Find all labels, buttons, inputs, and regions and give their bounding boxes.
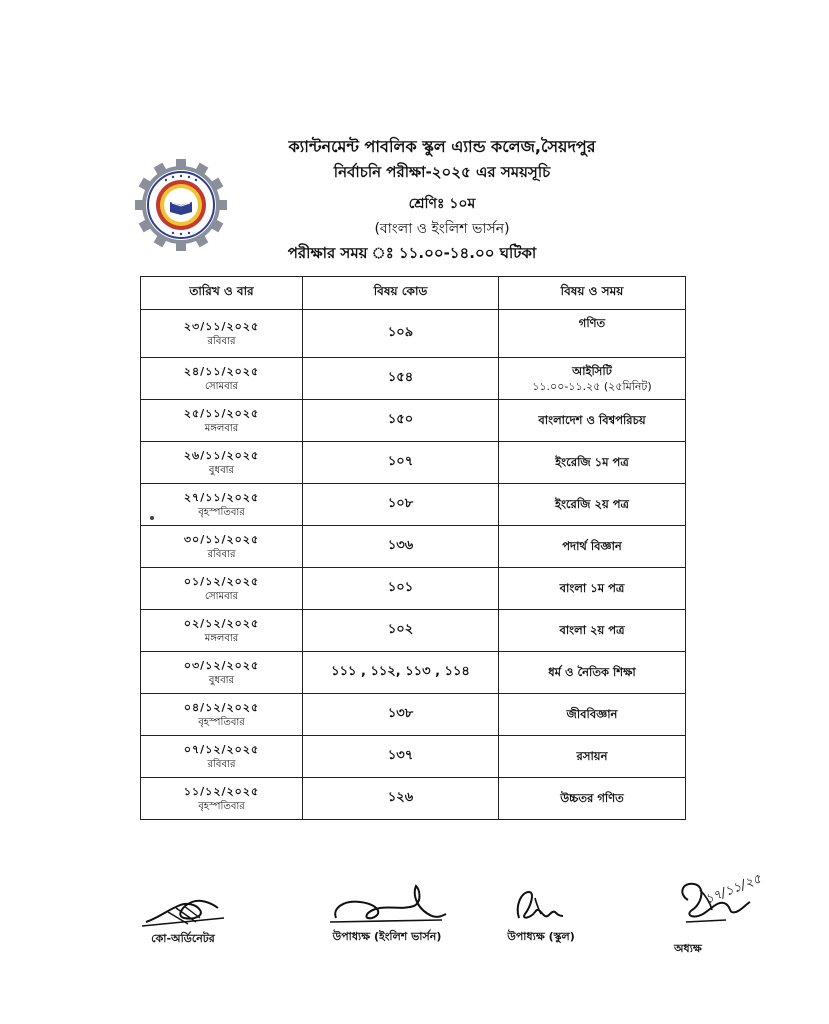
subject-cell: [499, 778, 686, 820]
vice-principal-school-signature-block: [486, 884, 596, 947]
class-label: শ্রেণিঃ ১০ম: [408, 196, 476, 212]
date-cell: [141, 442, 303, 484]
subject-name: ধর্ম ও নৈতিক শিক্ষা: [548, 665, 636, 679]
exam-date: ২৭/১১/২০২৫: [183, 490, 260, 504]
subject-code: ১৩৮: [303, 694, 499, 736]
subject-code: ১০১: [303, 568, 499, 610]
subject-code: ১০৯: [303, 310, 499, 358]
column-header-code: বিষয় কোড: [303, 277, 499, 310]
date-cell: [141, 358, 303, 400]
subject-code: ১০৮: [303, 484, 499, 526]
date-cell: [141, 694, 303, 736]
vice-principal-school-signature: [501, 884, 581, 928]
subject-cell: [499, 310, 686, 358]
subject-name: বাংলাদেশ ও বিশ্বপরিচয়: [538, 413, 646, 427]
exam-date: ০৪/১২/২০২৫: [183, 700, 260, 714]
principal-signature-block: [626, 860, 796, 955]
column-header-subject: বিষয় ও সময়: [499, 277, 686, 310]
subject-cell: [499, 358, 686, 400]
date-cell: [141, 568, 303, 610]
exam-date: ২৫/১১/২০২৫: [183, 406, 260, 420]
subject-cell: [499, 526, 686, 568]
vice-principal-english-signature-block: [312, 880, 462, 947]
exam-day: বুধবার: [208, 464, 235, 476]
table-row: [141, 358, 686, 400]
subject-code: ১১১ , ১১২, ১১৩ , ১১৪: [303, 652, 499, 694]
exam-date: ৩০/১১/২০২৫: [183, 532, 260, 546]
subject-cell: [499, 442, 686, 484]
exam-date: ১১/১২/২০২৫: [183, 784, 260, 798]
exam-date: ২৪/১১/২০২৫: [183, 364, 260, 378]
principal-handwritten-date: ১৭/১১/২৫: [702, 871, 764, 908]
table-row: [141, 568, 686, 610]
exam-time: পরীক্ষার সময় ঃ ১১.০০-১৪.০০ ঘটিকা: [287, 244, 537, 262]
subject-name: বাংলা ২য় পত্র: [559, 623, 625, 637]
table-row: [141, 400, 686, 442]
subject-cell: [499, 694, 686, 736]
subject-name: রসায়ন: [576, 749, 608, 763]
date-cell: [141, 778, 303, 820]
subject-name: ইংরেজি ২য় পত্র: [555, 497, 629, 511]
exam-date: ০২/১২/২০২৫: [183, 616, 260, 630]
exam-date: ০৩/১২/২০২৫: [183, 658, 260, 672]
table-header-row: [141, 277, 686, 310]
subject-code: ১৫৪: [303, 358, 499, 400]
subject-name: উচ্চতর গণিত: [560, 791, 624, 805]
exam-day: রবিবার: [207, 548, 236, 560]
coordinator-signature-block: [128, 888, 238, 949]
table-row: [141, 484, 686, 526]
date-cell: [141, 736, 303, 778]
table-row: [141, 694, 686, 736]
exam-title: নির্বাচনি পরীক্ষা-২০২৫ এর সময়সূচি: [333, 163, 551, 181]
table-row: [141, 652, 686, 694]
table-row: [141, 778, 686, 820]
date-cell: [141, 610, 303, 652]
column-header-date: তারিখ ও বার: [141, 277, 303, 310]
date-cell: [141, 652, 303, 694]
table-row: [141, 442, 686, 484]
principal-label: অধ্যক্ষ: [674, 942, 702, 955]
exam-date: ০১/১২/২০২৫: [183, 574, 260, 588]
exam-day: মঙ্গলবার: [204, 632, 239, 644]
subject-code: ১৩৬: [303, 526, 499, 568]
subject-name: বাংলা ১ম পত্র: [559, 581, 625, 595]
subject-code: ১৩৭: [303, 736, 499, 778]
exam-day: বৃহস্পতিবার: [198, 800, 245, 812]
exam-day: মঙ্গলবার: [204, 422, 239, 434]
table-row: [141, 526, 686, 568]
date-cell: [141, 400, 303, 442]
subject-cell: [499, 736, 686, 778]
exam-day: বুধবার: [208, 674, 235, 686]
exam-day: রবিবার: [207, 758, 236, 770]
exam-day: সোমবার: [204, 380, 239, 392]
exam-day: বৃহস্পতিবার: [198, 716, 245, 728]
subject-name: আইসিটি: [572, 363, 612, 378]
table-row: [141, 610, 686, 652]
subject-code: ১২৬: [303, 778, 499, 820]
subject-code: ১০২: [303, 610, 499, 652]
subject-name: পদার্থ বিজ্ঞান: [562, 539, 622, 553]
exam-date: ২৬/১১/২০২৫: [183, 448, 260, 462]
date-cell: [141, 310, 303, 358]
subject-name: গণিত: [578, 316, 606, 330]
subject-code: ১৫০: [303, 400, 499, 442]
school-logo-emblem: [134, 158, 228, 252]
exam-schedule-table: [140, 276, 686, 820]
table-row: [141, 736, 686, 778]
exam-date: ০৭/১২/২০২৫: [183, 742, 260, 756]
date-cell: [141, 484, 303, 526]
exam-day: বৃহস্পতিবার: [198, 506, 245, 518]
exam-date: ২৩/১১/২০২৫: [183, 319, 260, 333]
subject-cell: [499, 400, 686, 442]
subject-cell: [499, 610, 686, 652]
version-label: (বাংলা ও ইংলিশ ভার্সন): [374, 221, 510, 237]
vice-principal-english-signature: [322, 880, 452, 928]
exam-day: সোমবার: [204, 590, 239, 602]
table-row: [141, 310, 686, 358]
subject-cell: [499, 568, 686, 610]
vice-principal-school-label: উপাধ্যক্ষ (স্কুল): [507, 930, 575, 943]
exam-day: রবিবার: [207, 335, 236, 347]
subject-name: জীববিজ্ঞান: [566, 707, 618, 721]
subject-name: ইংরেজি ১ম পত্র: [555, 455, 629, 469]
subject-code: ১০৭: [303, 442, 499, 484]
coordinator-signature: [138, 888, 228, 930]
subject-duration: ১১.০০-১১.২৫ (২৫মিনিট): [532, 379, 652, 393]
subject-cell: [499, 652, 686, 694]
subject-cell: [499, 484, 686, 526]
vice-principal-english-label: উপাধ্যক্ষ (ইংলিশ ভার্সন): [332, 930, 442, 943]
date-cell: [141, 526, 303, 568]
institution-name: ক্যান্টনমেন্ট পাবলিক স্কুল এ্যান্ড কলেজ,সৈয়দপুর: [288, 137, 596, 156]
coordinator-label: কো-অর্ডিনেটর: [151, 932, 215, 945]
